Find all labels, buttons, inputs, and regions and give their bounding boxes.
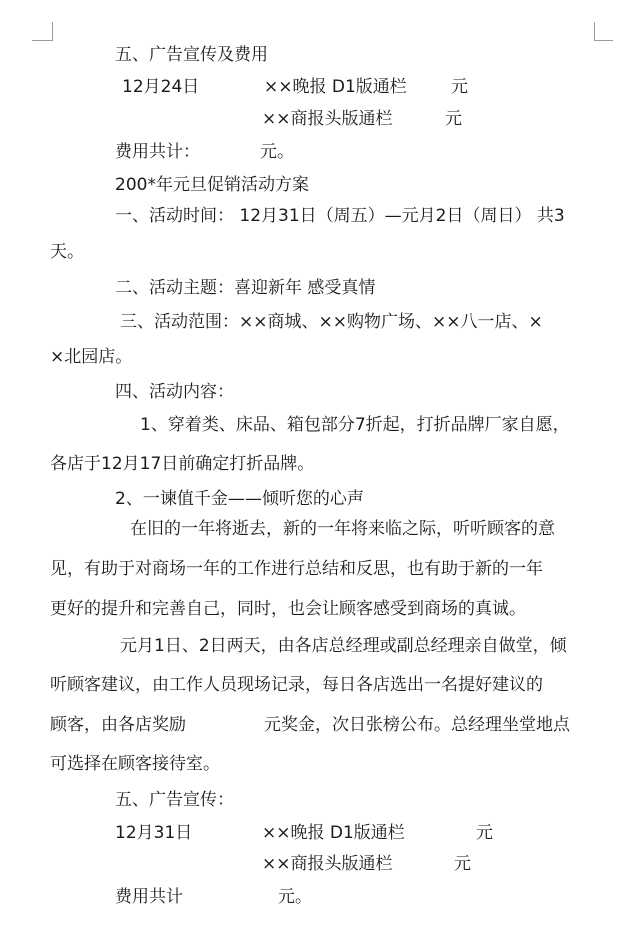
ad2-row1: [0, 822, 640, 844]
plan-title: 200*年元旦促销活动方案: [115, 175, 309, 195]
para2-line3-end: 元奖金，次日张榜公布。总经理坐堂地点: [264, 715, 570, 735]
para2-line4: 可选择在顾客接待室。: [50, 754, 220, 774]
ad1-row1: [0, 76, 640, 98]
item2-title: 2、一谏值千金——倾听您的心声: [115, 489, 364, 509]
item1-line1: 1、穿着类、床品、箱包部分7折起，打折品牌厂家自愿，: [140, 415, 570, 435]
para1-line1: 在旧的一年将逝去，新的一年将来临之际，听听顾客的意: [130, 519, 555, 539]
section5a-title: 五、广告宣传及费用: [115, 45, 268, 65]
page-corner-mark-top-left: [32, 22, 53, 41]
ad2-unit1: 元: [476, 823, 493, 843]
para1-line2: 见，有助于对商场一年的工作进行总结和反思，也有助于新的一年: [50, 559, 543, 579]
ad1-unit1: 元: [451, 77, 468, 97]
para2-line3-start: 顾客，由各店奖励: [50, 715, 186, 735]
ad1-unit2: 元: [445, 109, 462, 129]
ad1-paper1: ××晚报 D1版通栏: [264, 77, 407, 97]
para2-line2: 听顾客建议，由工作人员现场记录，每日各店选出一名提好建议的: [50, 675, 543, 695]
total1-row: [0, 141, 640, 163]
ad2-paper2: ××商报头版通栏: [262, 854, 393, 874]
ad1-date: 12月24日: [122, 77, 200, 97]
ad2-date: 12月31日: [115, 823, 193, 843]
time-line-cont: 天。: [50, 242, 84, 262]
total2-label: 费用共计: [115, 887, 183, 907]
content-title: 四、活动内容：: [115, 382, 234, 402]
theme-line: 二、活动主题：喜迎新年 感受真情: [115, 278, 376, 298]
ad2-paper1: ××晚报 D1版通栏: [262, 823, 405, 843]
ad2-row2: [0, 853, 640, 875]
page-corner-mark-top-right: [594, 22, 613, 41]
scope-line: 三、活动范围：××商城、××购物广场、××八一店、×: [120, 312, 543, 332]
para2-line3: [0, 714, 640, 736]
ad2-unit2: 元: [454, 854, 471, 874]
total2-row: [0, 886, 640, 908]
total1-label: 费用共计：: [115, 142, 200, 162]
total2-unit: 元。: [278, 887, 312, 907]
ad1-paper2: ××商报头版通栏: [262, 109, 393, 129]
ad1-row2: [0, 108, 640, 130]
para2-line1: 元月1日、2日两天，由各店总经理或副总经理亲自做堂，倾: [120, 636, 567, 656]
time-line: 一、活动时间： 12月31日（周五）—元月2日（周日） 共3: [115, 206, 565, 226]
item1-line2: 各店于12月17日前确定打折品牌。: [50, 454, 315, 474]
para1-line3: 更好的提升和完善自己，同时，也会让顾客感受到商场的真诚。: [50, 599, 526, 619]
total1-unit: 元。: [260, 142, 294, 162]
section5b-title: 五、广告宣传：: [115, 790, 234, 810]
scope-line-cont: ×北园店。: [50, 347, 133, 367]
